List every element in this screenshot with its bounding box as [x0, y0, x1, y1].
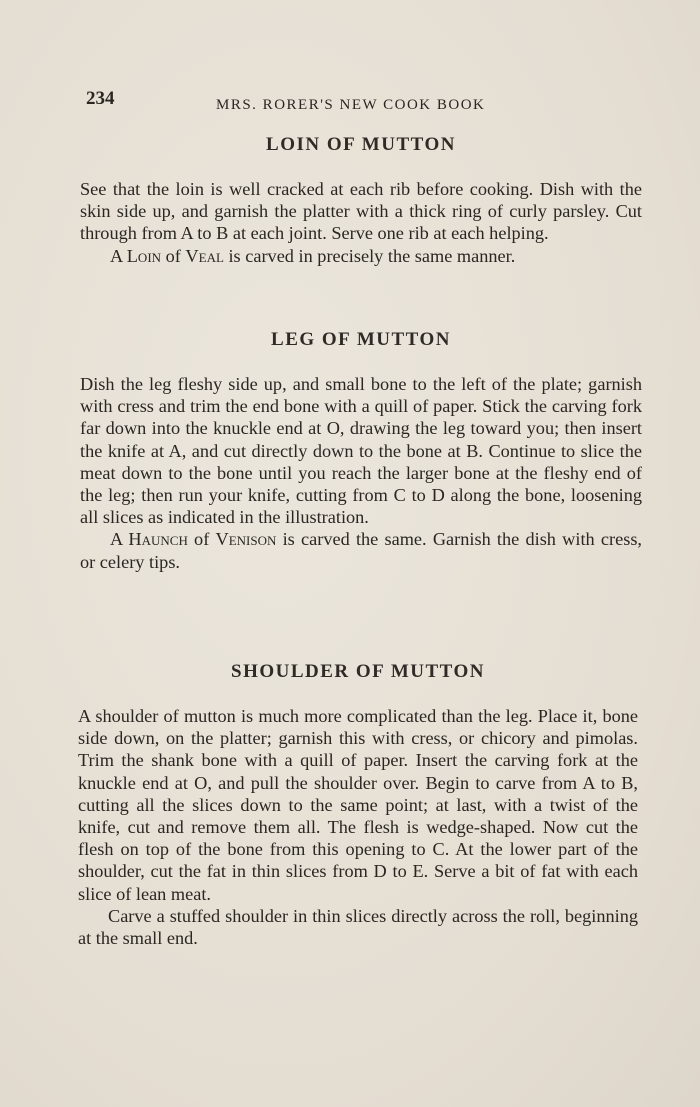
- paragraph: A shoulder of mutton is much more complicated than the leg. Place it, bone side down, on the platter; garnish this with cress, or chicory and pimolas. Trim the shank bone with a quill of paper. Insert the carving fork at the knuckle end at O, and pull the shoulder over. Begin to carve from A to B, cutting all the slices down to the same point; at last, with a twist of the knife, cut and remove them all. The flesh is wedge-shaped. Now cut the flesh on top of the bone from this opening to C. At the lower part of the shoulder, cut the fat in thin slices from D to E. Serve a bit of fat with each slice of lean meat.: [78, 706, 638, 904]
- section-loin-of-mutton: [80, 134, 642, 267]
- paragraph: Carve a stuffed shoulder in thin slices directly across the roll, beginning at the small end.: [78, 905, 638, 949]
- section-title: LOIN OF MUTTON: [266, 134, 456, 155]
- note-text: of: [187, 529, 216, 550]
- section-shoulder-of-mutton: [78, 661, 638, 949]
- running-head: MRS. RORER'S NEW COOK BOOK: [216, 97, 486, 113]
- small-caps-text: A Loin: [110, 245, 162, 266]
- note-paragraph: [80, 528, 642, 572]
- small-caps-text: Veal: [185, 245, 224, 266]
- paragraph: Dish the leg fleshy side up, and small bone to the left of the plate; garnish with cress and trim the end bone with a quill of paper. Stick the carving fork far down into the knuckle end at O, drawing the leg toward you; then insert the knife at A, and cut directly down to the bone at B. Continue to slice the meat down to the bone until you reach the larger bone at the fleshy end of the leg; then run your knife, cutting from C to D along the bone, loosening all slices as indicated in the illustration.: [80, 374, 642, 528]
- small-caps-text: A Haunch: [110, 529, 188, 550]
- note-text: of: [161, 245, 186, 266]
- paragraph: See that the loin is well cracked at each rib before cooking. Dish with the skin side up, and garnish the platter with a thick ring of curly parsley. Cut through from A to B at each joint. Serve one rib at each helping.: [80, 179, 642, 244]
- note-text: is carved the same. Garnish the dish with cress, or celery tips.: [80, 529, 642, 572]
- page-number: 234: [86, 88, 115, 109]
- section-title: SHOULDER OF MUTTON: [231, 661, 485, 682]
- note-paragraph: [80, 245, 642, 267]
- note-text: is carved in precisely the same manner.: [223, 245, 516, 266]
- section-leg-of-mutton: [80, 329, 642, 573]
- small-caps-text: Venison: [215, 529, 277, 550]
- section-title: LEG OF MUTTON: [271, 329, 451, 350]
